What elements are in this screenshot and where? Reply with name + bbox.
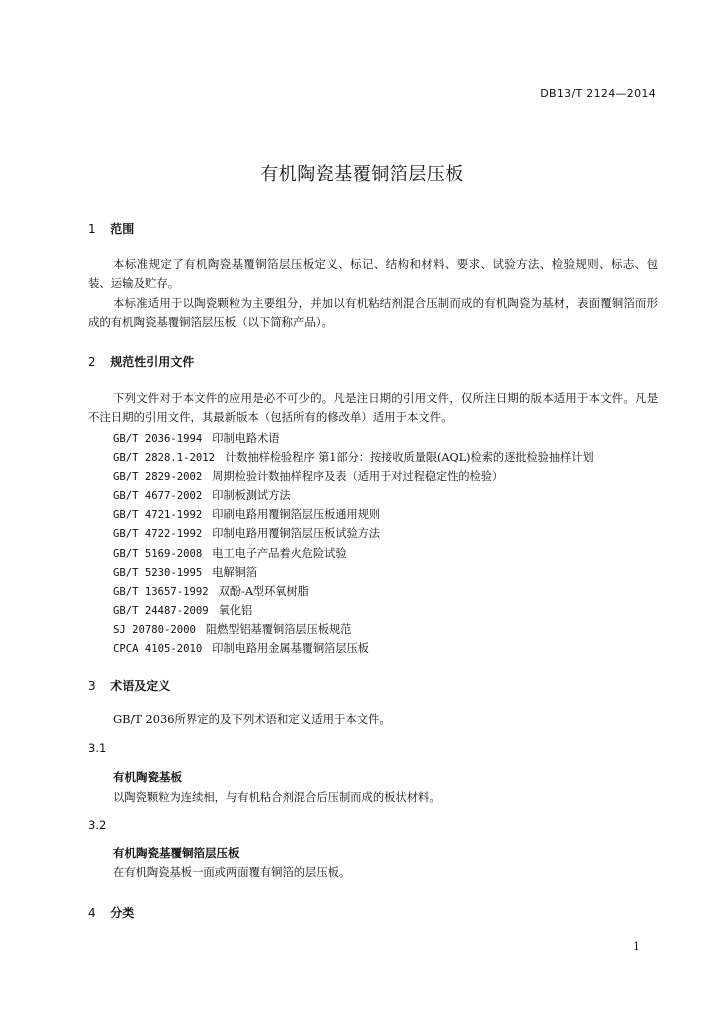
terms-intro: GB/T 2036所界定的及下列术语和定义适用于本文件。	[113, 712, 391, 726]
reference-code: GB/T 2828.1-2012	[113, 452, 216, 465]
term-3-2-definition: 在有机陶瓷基板一面或两面覆有铜箔的层压板。	[113, 866, 351, 879]
section-title: 规范性引用文件	[110, 355, 195, 369]
section-2-heading	[88, 353, 194, 370]
reference-code: CPCA 4105-2010	[113, 643, 203, 656]
page-number: 1	[633, 940, 640, 953]
scope-paragraph-2: 本标准适用于以陶瓷颗粒为主要组分，并加以有机粘结剂混合压制而成的有机陶瓷为基材，表面覆铜箔而形成的有机陶瓷基覆铜箔层压板（以下简称产品）。	[88, 296, 658, 329]
reference-item	[113, 544, 594, 563]
standard-code: DB13/T 2124—2014	[540, 87, 656, 100]
section-3-heading	[88, 677, 170, 694]
reference-title: 印制电路术语	[212, 432, 280, 445]
reference-title: 氧化铝	[218, 603, 253, 617]
reference-item	[113, 639, 594, 658]
reference-title: 电解铜箔	[212, 565, 258, 579]
reference-item	[113, 524, 594, 543]
reference-title: 印制板测试方法	[212, 489, 291, 503]
reference-title: 印刷电路用覆铜箔层压板通用规则	[212, 508, 381, 522]
reference-item	[113, 467, 594, 486]
reference-title: 计数抽样检验程序 第1部分：按接收质量限(AQL)检索的逐批检验抽样计划	[225, 451, 594, 465]
section-number: 4	[88, 906, 96, 920]
term-3-2-name: 有机陶瓷基覆铜箔层压板	[113, 846, 240, 860]
section-1-heading	[88, 220, 134, 237]
reference-list	[113, 429, 594, 658]
term-3-1-definition: 以陶瓷颗粒为连续相，与有机粘合剂混合后压制而成的板状材料。	[113, 791, 441, 804]
reference-item	[113, 582, 594, 601]
reference-code: GB/T 4722-1992	[113, 528, 203, 541]
references-intro: 下列文件对于本文件的应用是必不可少的。凡是注日期的引用文件，仅所注日期的版本适用于本文件。凡是不注日期的引用文件，其最新版本（包括所有的修改单）适用于本文件。	[88, 391, 658, 424]
reference-code: GB/T 5230-1995	[113, 566, 203, 579]
reference-code: GB/T 5169-2008	[113, 547, 203, 560]
reference-code: SJ 20780-2000	[113, 623, 196, 636]
reference-item	[113, 620, 594, 639]
reference-code: GB/T 24487-2009	[113, 604, 209, 617]
reference-item	[113, 448, 594, 467]
reference-item	[113, 601, 594, 620]
term-3-2-number: 3.2	[88, 818, 107, 832]
section-number: 1	[88, 222, 96, 236]
term-3-1-number: 3.1	[88, 741, 107, 755]
reference-item	[113, 505, 594, 524]
section-4-heading	[88, 904, 134, 921]
reference-title: 双酚-A型环氧树脂	[218, 584, 309, 598]
reference-title: 印制电路用金属基覆铜箔层压板	[212, 642, 369, 656]
reference-item	[113, 429, 594, 448]
section-title: 术语及定义	[110, 679, 171, 693]
section-number: 3	[88, 679, 96, 693]
reference-code: GB/T 4721-1992	[113, 509, 203, 522]
reference-item	[113, 563, 594, 582]
reference-title: 印制电路用覆铜箔层压板试验方法	[212, 527, 381, 541]
reference-title: 阻燃型铝基覆铜箔层压板规范	[205, 622, 352, 636]
reference-item	[113, 486, 594, 505]
document-title: 有机陶瓷基覆铜箔层压板	[260, 164, 464, 185]
section-title: 范围	[110, 222, 135, 236]
reference-code: GB/T 2036-1994	[113, 433, 203, 445]
section-number: 2	[88, 355, 96, 369]
term-3-1-name: 有机陶瓷基板	[113, 770, 182, 784]
reference-code: GB/T 2829-2002	[113, 471, 203, 484]
reference-code: GB/T 4677-2002	[113, 490, 203, 503]
reference-title: 电工电子产品着火危险试验	[212, 546, 347, 560]
section-title: 分类	[110, 906, 135, 920]
scope-paragraph-1: 本标准规定了有机陶瓷基覆铜箔层压板定义、标记、结构和材料、要求、试验方法、检验规则、标志、包装、运输及贮存。	[88, 257, 658, 290]
reference-title: 周期检验计数抽样程序及表（适用于对过程稳定性的检验）	[212, 470, 504, 484]
reference-code: GB/T 13657-1992	[113, 585, 209, 598]
